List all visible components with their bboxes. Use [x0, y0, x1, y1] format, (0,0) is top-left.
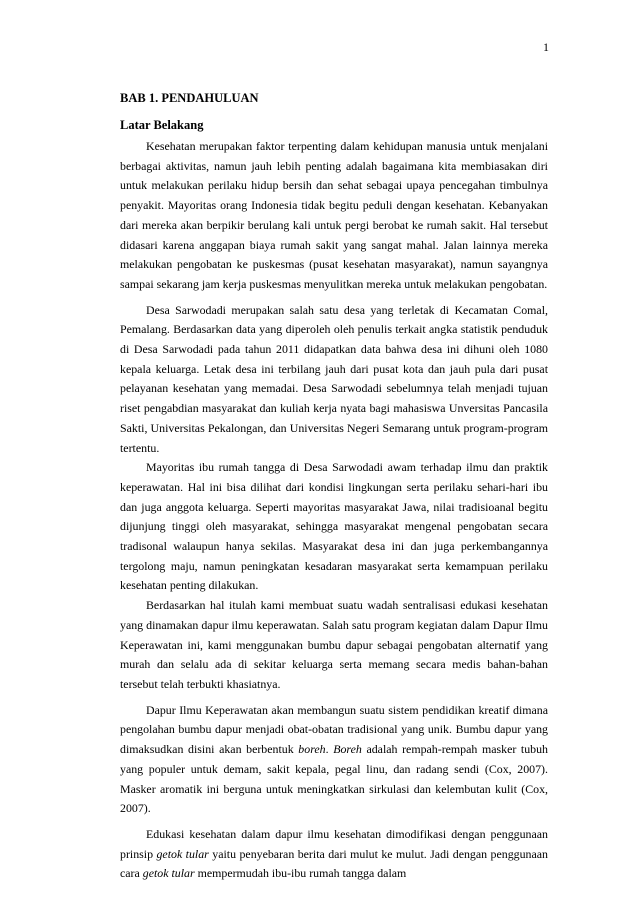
- paragraph-1: [120, 137, 548, 295]
- paragraph-6: [120, 825, 548, 884]
- text-segment: Kesehatan merupakan faktor terpenting dalam kehidupan manusia untuk menjalani berbagai aktivitas, namun jauh lebih penting adalah bagaimana kita membiasakan diri untuk melakukan perilaku hidup bersih dan sehat sebagai upaya pencegahan timbulnya penyakit. Mayoritas orang Indonesia tidak begitu peduli dengan kesehatan. Kebanyakan dari mereka akan berpikir berulang kali untuk pergi berobat ke rumah sakit. Hal tersebut didasari karena anggapan biaya rumah sakit yang sangat mahal. Jalan lainnya mereka melakukan pengobatan ke puskesmas (pusat kesehatan masyarakat), namun sayangnya sampai sekarang jam kerja puskesmas menyulitkan mereka untuk melakukan pengobatan.: [120, 139, 548, 291]
- text-segment: Berdasarkan hal itulah kami membuat suatu wadah sentralisasi edukasi kesehatan yang dinamakan dapur ilmu keperawatan. Salah satu program kegiatan dalam Dapur Ilmu Keperawatan ini, kami menggunakan bumbu dapur sebagai pengobatan alternatif yang murah dan selalu ada di sekitar keluarga serta memang secara medis bahan-bahan tersebut telah terbukti khasiatnya.: [120, 598, 548, 691]
- text-segment: mempermudah ibu-ibu rumah tangga dalam: [194, 866, 407, 881]
- section-title: Latar Belakang: [120, 118, 204, 132]
- paragraph-3: [120, 458, 548, 596]
- chapter-title: BAB 1. PENDAHULUAN: [120, 91, 259, 105]
- text-segment: Edukasi kesehatan dalam dapur ilmu kesehatan dimodifikasi dengan penggunaan prinsip: [120, 826, 548, 861]
- text-segment: .: [325, 742, 334, 757]
- text-segment: adalah rempah-rempah masker tubuh yang populer untuk demam, sakit kepala, pegal linu, dan radang sendi (Cox, 2007). Masker aromatik ini berguna untuk meningkatkan sirkulasi dan kelembutan kulit (Cox, 2007).: [120, 742, 549, 816]
- italic-term: getok tular: [142, 866, 195, 881]
- document-body: [120, 88, 548, 884]
- text-segment: Dapur Ilmu Keperawatan akan membangun suatu sistem pendidikan kreatif dimana pengolahan bumbu dapur menjadi obat-obatan tradisional yang unik. Bumbu dapur yang dimaksudkan disini akan berbentuk: [120, 702, 548, 757]
- italic-term: Boreh: [333, 742, 362, 757]
- text-segment: yaitu penyebaran berita dari mulut ke mulut. Jadi dengan penggunaan cara: [120, 846, 548, 881]
- page-number: 1: [543, 40, 549, 54]
- paragraph-5: [120, 701, 548, 819]
- text-segment: Desa Sarwodadi merupakan salah satu desa yang terletak di Kecamatan Comal, Pemalang. Berdasarkan data yang diperoleh oleh penulis terkait angka statistik penduduk di Desa Sarwodadi pada tahun 2011 didapatkan data bahwa desa ini dihuni oleh 1080 kepala keluarga. Letak desa ini terbilang jauh dari pusat kota dan jauh pula dari pusat pelayanan kesehatan yang memadai. Desa Sarwodadi sebelumnya telah menjadi tujuan riset pengabdian masyarakat dan kuliah kerja nyata bagi mahasiswa Unversitas Pancasila Sakti, Universitas Pekalongan, dan Universitas Negeri Semarang untuk program-program tertentu.: [120, 302, 548, 455]
- italic-term: boreh: [298, 742, 326, 757]
- paragraph-4: [120, 596, 548, 695]
- paragraph-2: [120, 301, 548, 459]
- italic-term: getok tular: [156, 846, 209, 861]
- text-segment: Mayoritas ibu rumah tangga di Desa Sarwodadi awam terhadap ilmu dan praktik keperawatan. Hal ini bisa dilihat dari kondisi lingkungan serta perilaku sehari-hari ibu dan juga anggota keluarga. Seperti mayoritas masyarakat Jawa, nilai tradisioanal begitu dijunjung tinggi oleh masyarakat, sehingga masyarakat mengenal pengobatan secara tradisonal walaupun hanya sekilas. Masyarakat desa ini dan juga perkembangannya tergolong maju, namun peningkatan kesadaran masyarakat serta kemampuan perilaku kesehatan penting dilakukan.: [120, 460, 548, 593]
